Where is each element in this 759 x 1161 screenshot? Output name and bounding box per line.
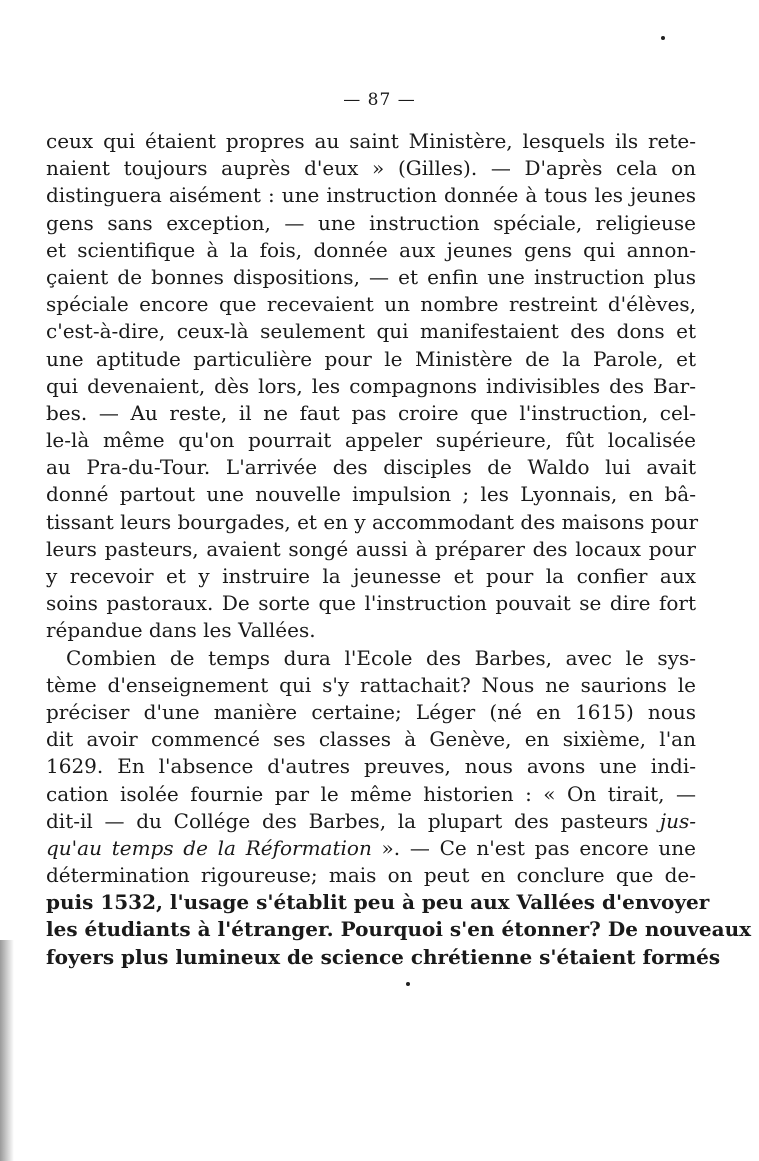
page-number: — 87 — [343,90,416,110]
text-line: préciser d'une manière certaine; Léger (né en 1615) nous [46,699,696,724]
text-line: une aptitude particulière pour le Ministère de la Parole, et [46,346,696,371]
text-line: leurs pasteurs, avaient songé aussi à préparer des locaux pour [46,536,696,561]
text-line: tissant leurs bourgades, et en y accommodant des maisons pour [46,509,699,534]
text-line: le-là même qu'on pourrait appeler supérieure, fût localisée [46,428,696,453]
text-line: dit avoir commencé ses classes à Genève, en sixième, l'an [46,727,696,752]
text-line: cation isolée fournie par le même historien : « On tirait, — [46,781,696,806]
italic-fragment: qu'au temps de la Réformation [46,835,372,860]
text-line: foyers plus lumineux de science chrétienne s'étaient formés [46,944,721,969]
text-line: naient toujours auprès d'eux » (Gilles). — D'après cela on [46,156,696,181]
text-line: répandue dans les Vallées. [46,618,316,643]
text-line: bes. — Au reste, il ne faut pas croire que l'instruction, cel- [46,400,696,425]
text-line: qui devenaient, dès lors, les compagnons indivisibles des Bar- [46,373,696,398]
body-text [46,128,752,971]
text-line: donné partout une nouvelle impulsion ; les Lyonnais, en bâ- [46,482,696,507]
text-line: c'est-à-dire, ceux-là seulement qui manifestaient des dons et [46,319,696,344]
text-line: 1629. En l'absence d'autres preuves, nous avons une indi- [46,754,696,779]
text-line: çaient de bonnes dispositions, — et enfin une instruction plus [46,264,696,289]
scan-speck [406,982,410,986]
text-line: Combien de temps dura l'Ecole des Barbes, avec le sys- [66,645,696,670]
text-line: tème d'enseignement qui s'y rattachait? Nous ne saurions le [46,672,696,697]
text-line: puis 1532, l'usage s'établit peu à peu aux Vallées d'envoyer [46,890,710,915]
text-line: et scientifique à la fois, donnée aux jeunes gens qui annon- [46,237,696,262]
text-line: gens sans exception, — une instruction spéciale, religieuse [46,210,696,235]
text-line: spéciale encore que recevaient un nombre restreint d'élèves, [46,292,696,317]
text-line: les étudiants à l'étranger. Pourquoi s'en étonner? De nouveaux [46,917,752,942]
text-line: au Pra-du-Tour. L'arrivée des disciples de Waldo lui avait [46,455,696,480]
text-line: y recevoir et y instruire la jeunesse et pour la confier aux [46,564,696,588]
scan-speck [661,36,665,40]
text-line: détermination rigoureuse; mais on peut en conclure que de- [46,863,696,888]
text-line: ceux qui étaient propres au saint Ministère, lesquels ils rete- [46,129,696,153]
text-line: soins pastoraux. De sorte que l'instruction pouvait se dire fort [46,591,696,616]
scan-shadow [0,940,14,1161]
text-line-with-italic [46,808,696,835]
text-line: distinguera aisément : une instruction donnée à tous les jeunes [46,183,696,208]
text-fragment: ». — Ce n'est pas encore une [371,835,697,860]
text-line-with-italic [46,835,696,862]
text-fragment: dit-il — du Collége des Barbes, la plupart des pasteurs [46,808,649,833]
italic-fragment: jus- [659,808,697,833]
